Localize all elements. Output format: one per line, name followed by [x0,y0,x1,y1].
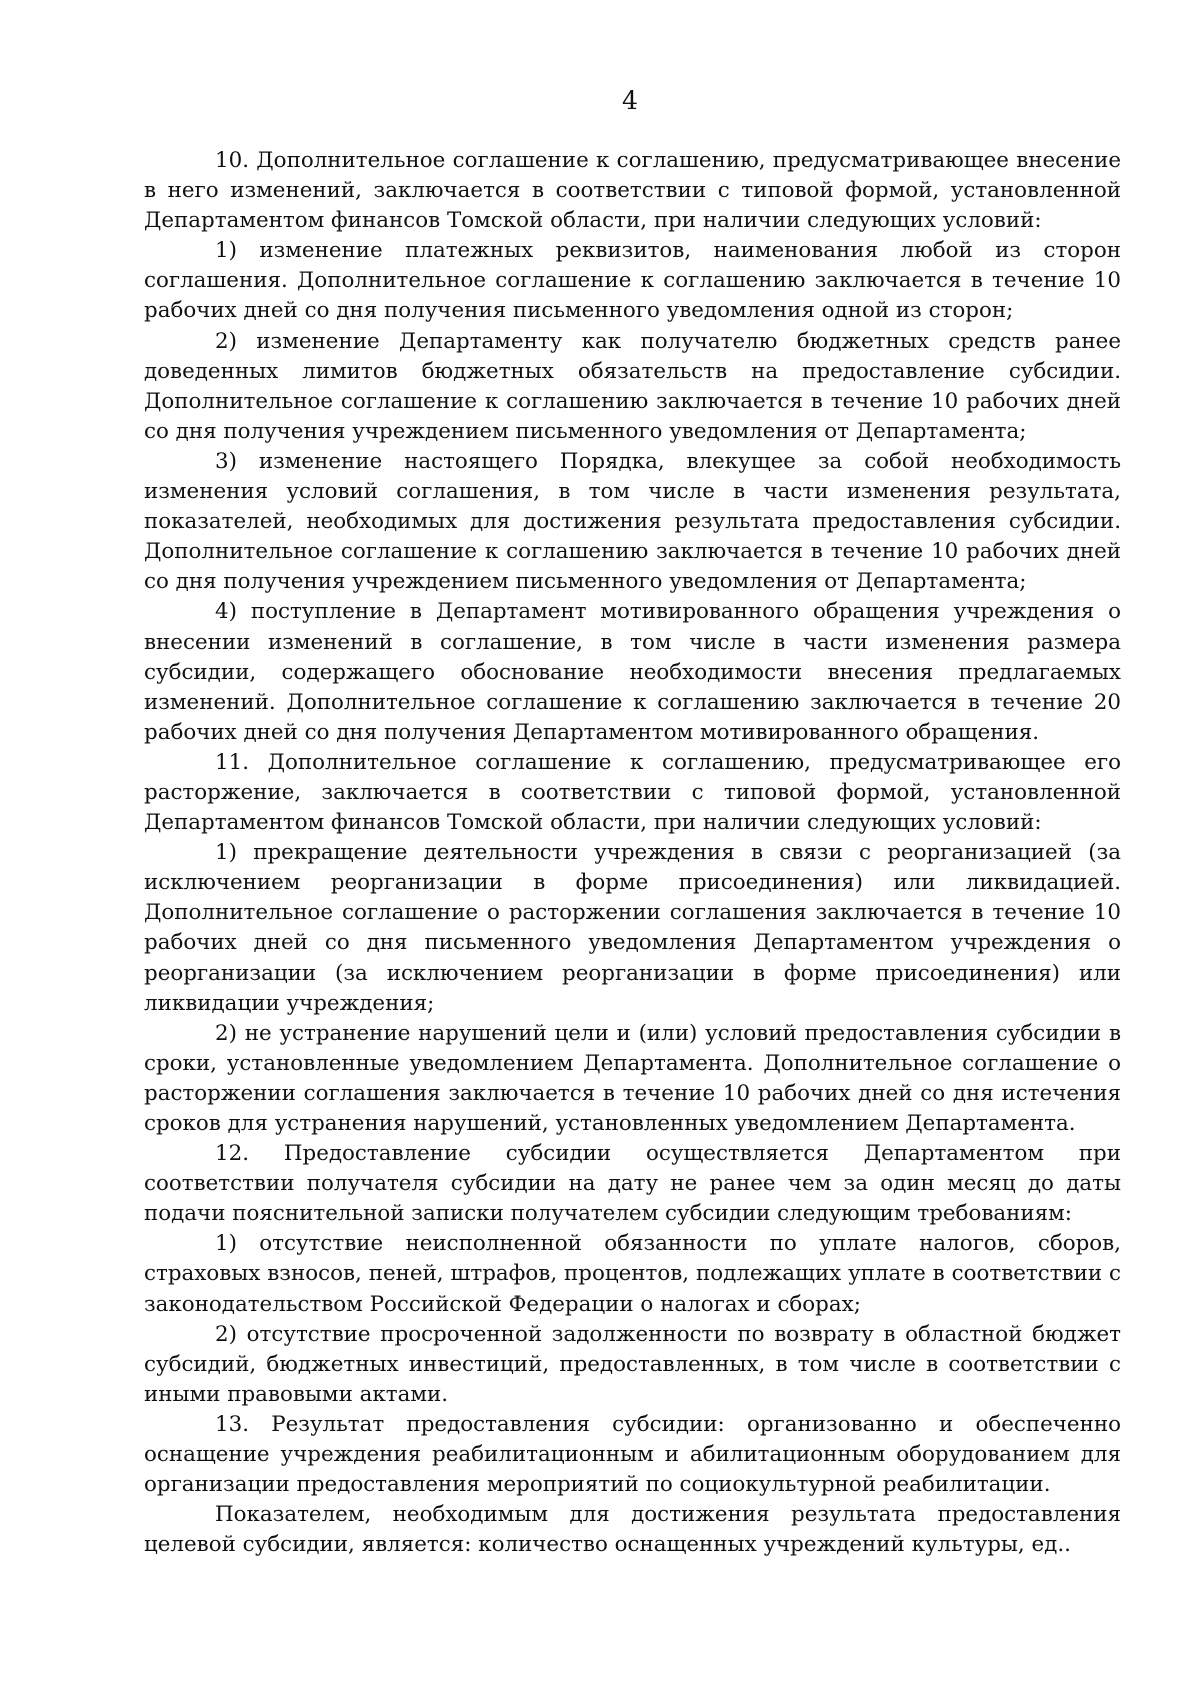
paragraph-11: 11. Дополнительное соглашение к соглашению, предусматривающее его расторжение, заключается в соответствии с типовой формой, установленной Департаментом финансов Томской области, при наличии следующих условий: [144,749,1121,836]
page-number: 4 [622,86,638,115]
paragraph-11-item-2: 2) не устранение нарушений цели и (или) условий предоставления субсидии в сроки, установленные уведомлением Департамента. Дополнительное соглашение о расторжении соглашения заключается в течение 10 рабочих дней со дня истечения сроков для устранения нарушений, установленных уведомлением Департамента. [144,1020,1121,1136]
paragraph-10-item-4: 4) поступление в Департамент мотивированного обращения учреждения о внесении изменений в соглашение, в том числе в части изменения размера субсидии, содержащего обоснование необходимости внесения предлагаемых изменений. Дополнительное соглашение к соглашению заключается в течение 20 рабочих дней со дня получения Департаментом мотивированного обращения. [144,599,1121,745]
paragraph-10-item-2: 2) изменение Департаменту как получателю бюджетных средств ранее доведенных лимитов бюджетных обязательств на предоставление субсидии. Дополнительное соглашение к соглашению заключается в течение 10 рабочих дней со дня получения учреждением письменного уведомления от Департамента; [144,328,1121,444]
paragraph-10: 10. Дополнительное соглашение к соглашению, предусматривающее внесение в него изменений, заключается в соответствии с типовой формой, установленной Департаментом финансов Томской области, при наличии следующих условий: [144,148,1121,234]
paragraph-12: 12. Предоставление субсидии осуществляется Департаментом при соответствии получателя субсидии на дату не ранее чем за один месяц до даты подачи пояснительной записки получателем субсидии следующим требованиям: [144,1141,1121,1227]
paragraph-11-item-1: 1) прекращение деятельности учреждения в связи с реорганизацией (за исключением реорганизации в форме присоединения) или ликвидацией. Дополнительное соглашение о расторжении соглашения заключается в течение 10 рабочих дней со дня письменного уведомления Департаментом учреждения о реорганизации (за исключением реорганизации в форме присоединения) или ликвидации учреждения; [144,840,1121,1016]
document-body [144,146,1121,1560]
paragraph-13: 13. Результат предоставления субсидии: организованно и обеспеченно оснащение учреждения реабилитационным и абилитационным оборудованием для организации предоставления мероприятий по социокультурной реабилитации. [144,1411,1121,1498]
paragraph-12-item-1: 1) отсутствие неисполненной обязанности по уплате налогов, сборов, страховых взносов, пеней, штрафов, процентов, подлежащих уплате в соответствии с законодательством Российской Федерации о налогах и сборах; [144,1231,1121,1317]
paragraph-13-indicator: Показателем, необходимым для достижения результата предоставления целевой субсидии, является: количество оснащенных учреждений культуры, ед.. [144,1502,1121,1558]
paragraph-10-item-1: 1) изменение платежных реквизитов, наименования любой из сторон соглашения. Дополнительное соглашение к соглашению заключается в течение 10 рабочих дней со дня получения письменного уведомления одной из сторон; [144,238,1121,324]
paragraph-12-item-2: 2) отсутствие просроченной задолженности по возврату в областной бюджет субсидий, бюджетных инвестиций, предоставленных, в том числе в соответствии с иными правовыми актами. [144,1321,1121,1407]
paragraph-10-item-3: 3) изменение настоящего Порядка, влекущее за собой необходимость изменения условий соглашения, в том числе в части изменения результата, показателей, необходимых для достижения результата предоставления субсидии. Дополнительное соглашение к соглашению заключается в течение 10 рабочих дней со дня получения учреждением письменного уведомления от Департамента; [144,448,1121,595]
